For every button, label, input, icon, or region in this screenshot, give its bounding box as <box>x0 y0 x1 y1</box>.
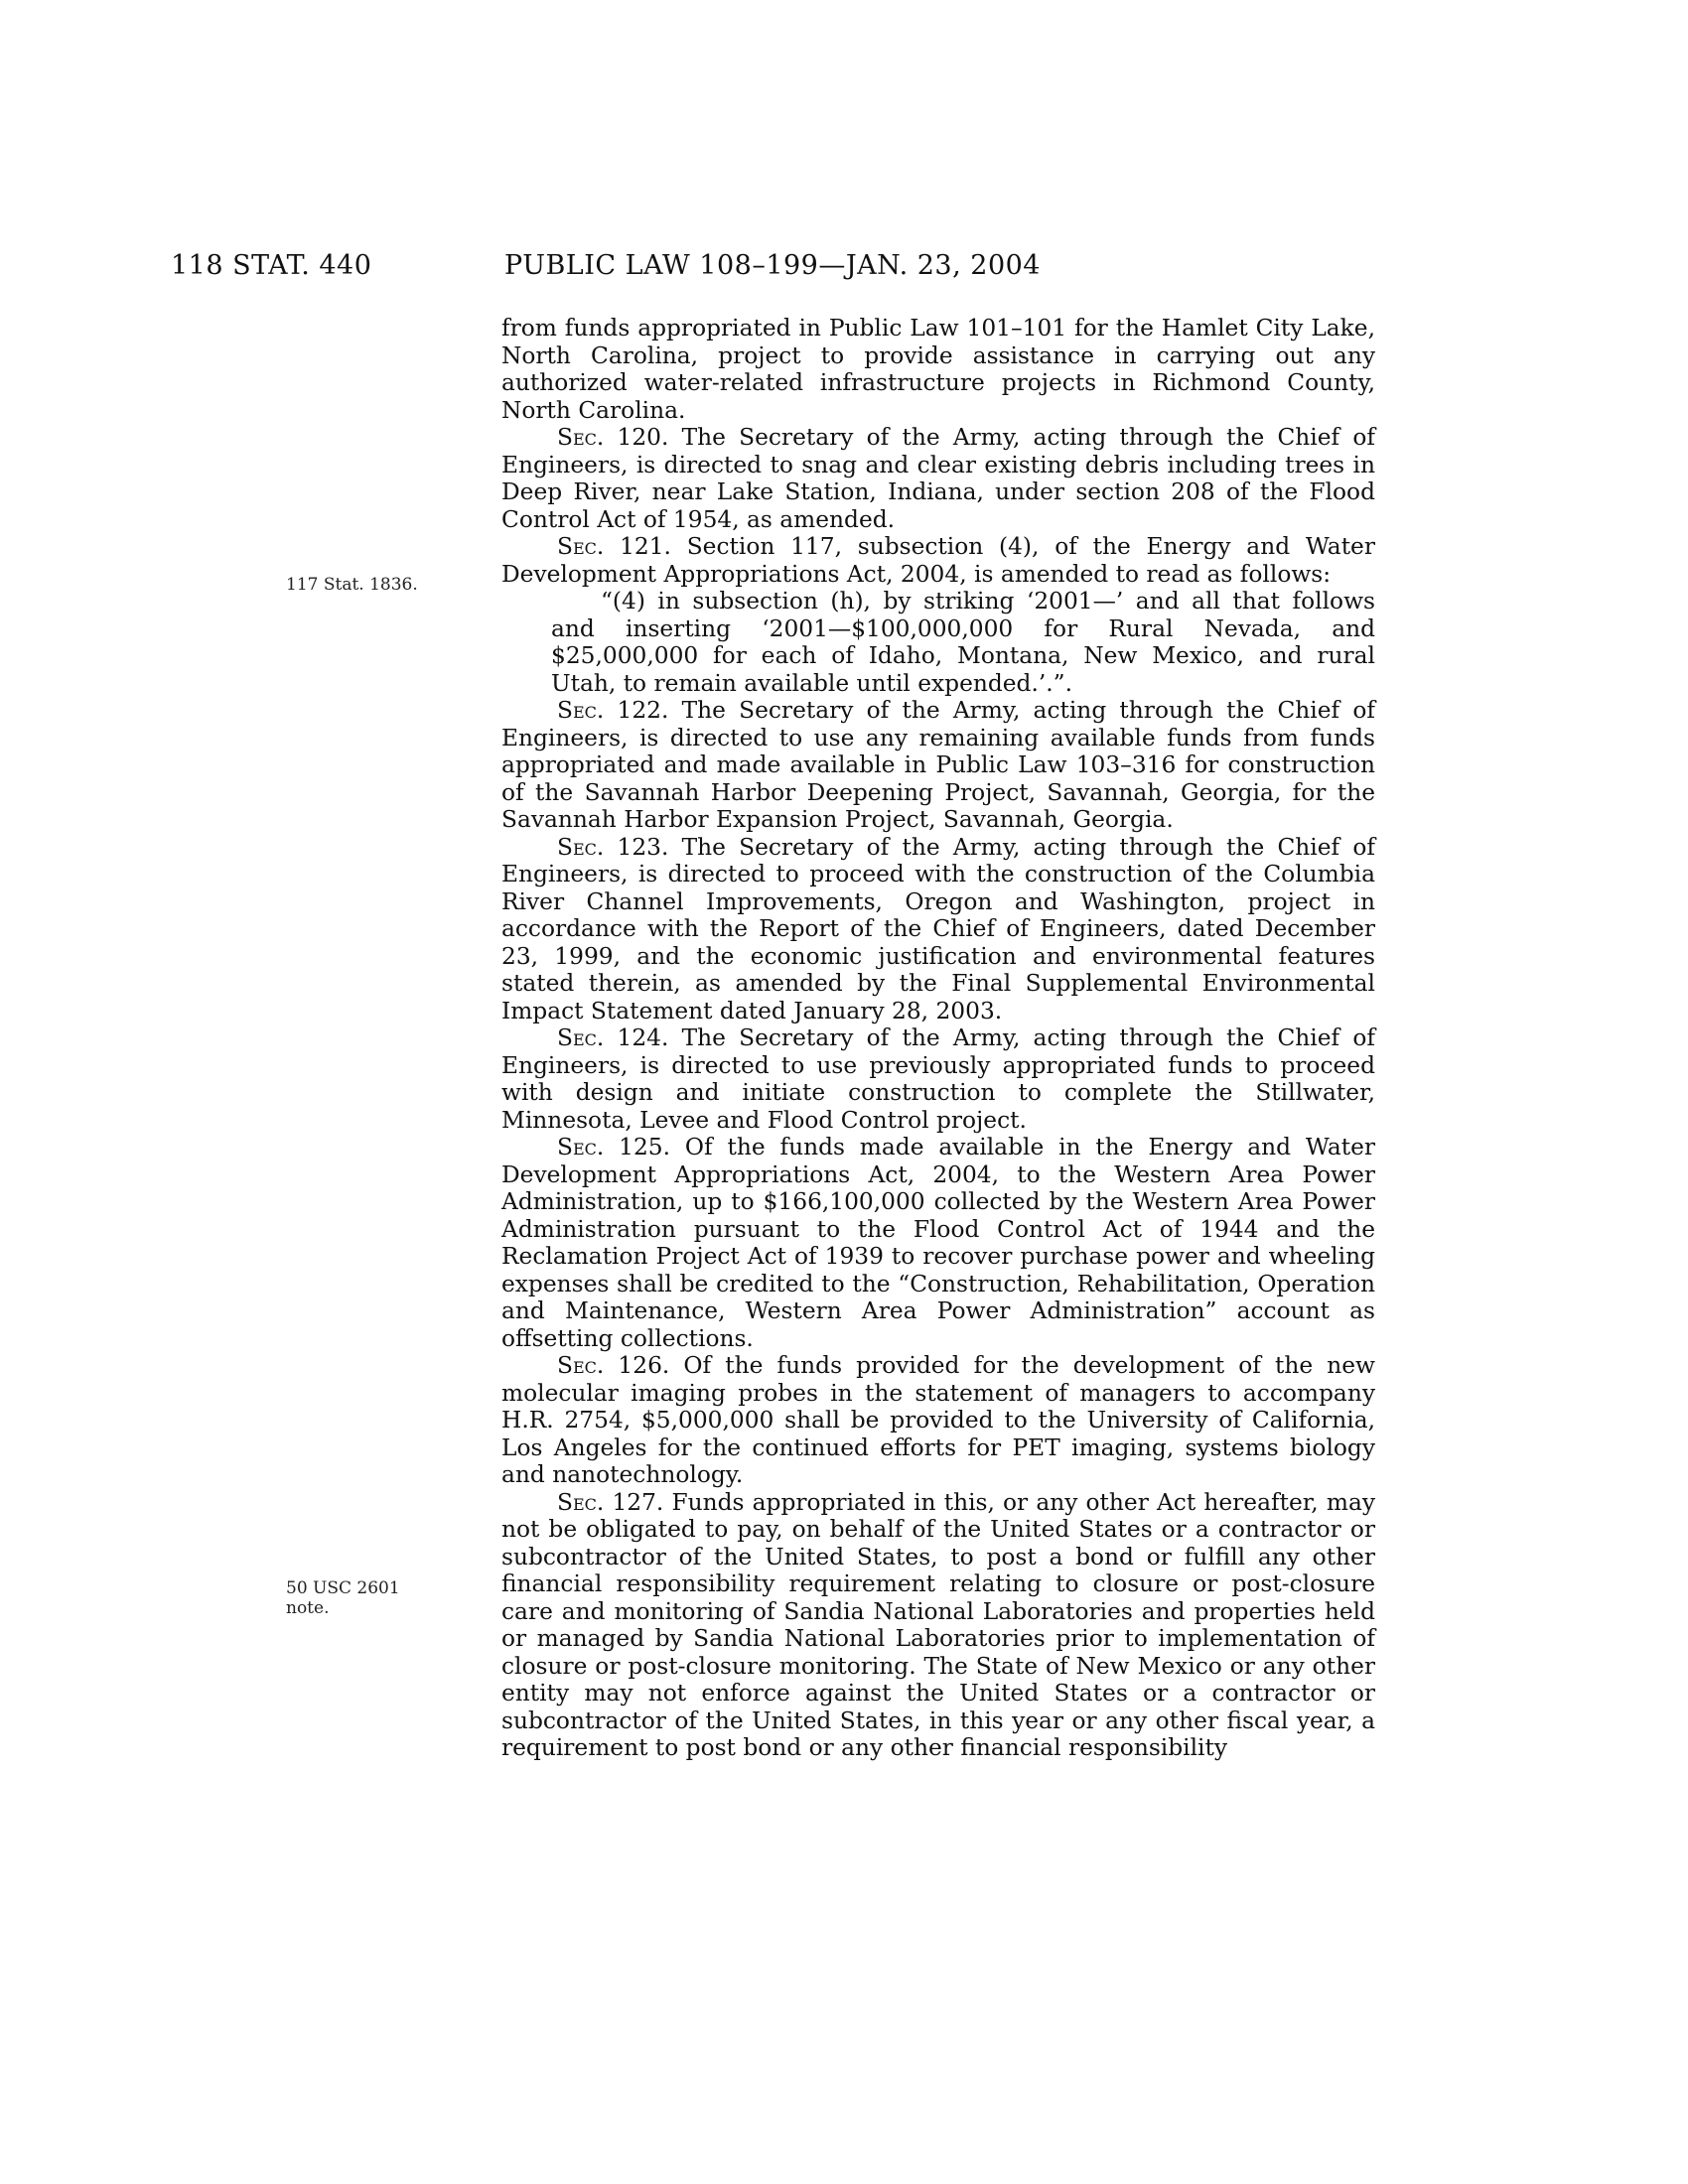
section-number: 120. <box>604 424 669 451</box>
paragraph-continuation: from funds appropriated in Public Law 101–101 for the Hamlet City Lake, North Carolina, project to provide assistance in carrying out any authorized water-related infrastructure projects in Richmond County, North Carolina. <box>501 315 1375 424</box>
section-122 <box>501 697 1375 834</box>
sec-label: Sec. <box>557 1024 605 1051</box>
body-text <box>501 315 1375 1762</box>
section-120 <box>501 424 1375 533</box>
section-125 <box>501 1134 1375 1352</box>
section-text: Of the funds made available in the Energy and Water Development Appropriations Act, 2004, to the Western Area Power Administration, up to $166,100,000 collected by the Western Area Power Administration pursuant to the Flood Control Act of 1944 and the Reclamation Project Act of 1939 to recover purchase power and wheeling expenses shall be credited to the “Construction, Rehabilitation, Operation and Maintenance, Western Area Power Administration” account as offsetting collections. <box>501 1134 1376 1352</box>
section-number: 122. <box>604 697 669 724</box>
sec-label: Sec. <box>557 1134 605 1160</box>
section-number: 123. <box>604 833 669 861</box>
margin-note-50-usc <box>286 1578 400 1618</box>
section-127 <box>501 1489 1375 1762</box>
sec-label: Sec. <box>557 1488 605 1516</box>
running-title: PUBLIC LAW 108–199—JAN. 23, 2004 <box>504 250 1041 281</box>
section-124 <box>501 1024 1375 1134</box>
section-text: Section 117, subsection (4), of the Energy and Water Development Appropriations Act, 2004, is amended to read as follows: <box>501 533 1375 588</box>
section-121-quote <box>551 588 1375 697</box>
section-number: 126. <box>604 1352 670 1379</box>
section-126 <box>501 1352 1375 1489</box>
quote-text: “(4) in subsection (h), by striking ‘2001—’ and all that follows and inserting ‘2001—$100,000,000 for Rural Nevada, and $25,000,000 for each of Idaho, Montana, New Mexico, and rural Utah, to remain available until expended.’.”. <box>551 588 1375 697</box>
section-text: The Secretary of the Army, acting through the Chief of Engineers, is directed to use any remaining available funds from funds appropriated and made available in Public Law 103–316 for construction of the Savannah Harbor Deepening Project, Savannah, Georgia, for the Savannah Harbor Expansion Project, Savannah, Georgia. <box>501 697 1376 833</box>
section-text: Funds appropriated in this, or any other Act hereafter, may not be obligated to pay, on behalf of the United States or a contractor or subcontractor of the United States, to post a bond or fulfill any other financial responsibility requirement relating to closure or post-closure care and monitoring of Sandia National Laboratories and properties held or managed by Sandia National Laboratories prior to implementation of closure or post-closure monitoring. The State of New Mexico or any other entity may not enforce against the United States or a contractor or subcontractor of the United States, in this year or any other fiscal year, a requirement to post bond or any other financial responsibility <box>501 1488 1375 1761</box>
section-number: 124. <box>604 1024 669 1051</box>
section-text: The Secretary of the Army, acting through the Chief of Engineers, is directed to snag and clear existing debris including trees in Deep River, near Lake Station, Indiana, under section 208 of the Flood Control Act of 1954, as amended. <box>501 424 1376 533</box>
margin-note-line: note. <box>286 1598 330 1618</box>
section-text: The Secretary of the Army, acting through the Chief of Engineers, is directed to proceed with the construction of the Columbia River Channel Improvements, Oregon and Washington, project in accordance with the Report of the Chief of Engineers, dated December 23, 1999, and the economic justification and environmental features stated therein, as amended by the Final Supplemental Environmental Impact Statement dated January 28, 2003. <box>501 833 1376 1024</box>
sec-label: Sec. <box>557 424 605 451</box>
sec-label: Sec. <box>557 1352 605 1379</box>
stat-page-number: 118 STAT. 440 <box>171 250 372 281</box>
section-number: 125. <box>604 1134 671 1160</box>
margin-note-line: 50 USC 2601 <box>286 1578 400 1598</box>
section-text: The Secretary of the Army, acting through the Chief of Engineers, is directed to use previously appropriated funds to proceed with design and initiate construction to complete the Stillwater, Minnesota, Levee and Flood Control project. <box>501 1024 1376 1134</box>
margin-note-117-stat: 117 Stat. 1836. <box>286 575 418 595</box>
section-121 <box>501 533 1375 588</box>
section-123 <box>501 834 1375 1025</box>
sec-label: Sec. <box>557 697 605 724</box>
section-number: 121. <box>604 533 671 560</box>
section-number: 127. <box>604 1488 664 1516</box>
section-text: Of the funds provided for the development of the new molecular imaging probes in the statement of managers to accompany H.R. 2754, $5,000,000 shall be provided to the University of California, Los Angeles for the continued efforts for PET imaging, systems biology and nanotechnology. <box>501 1352 1375 1488</box>
sec-label: Sec. <box>557 833 605 861</box>
sec-label: Sec. <box>557 533 605 560</box>
page-header <box>171 250 1223 290</box>
